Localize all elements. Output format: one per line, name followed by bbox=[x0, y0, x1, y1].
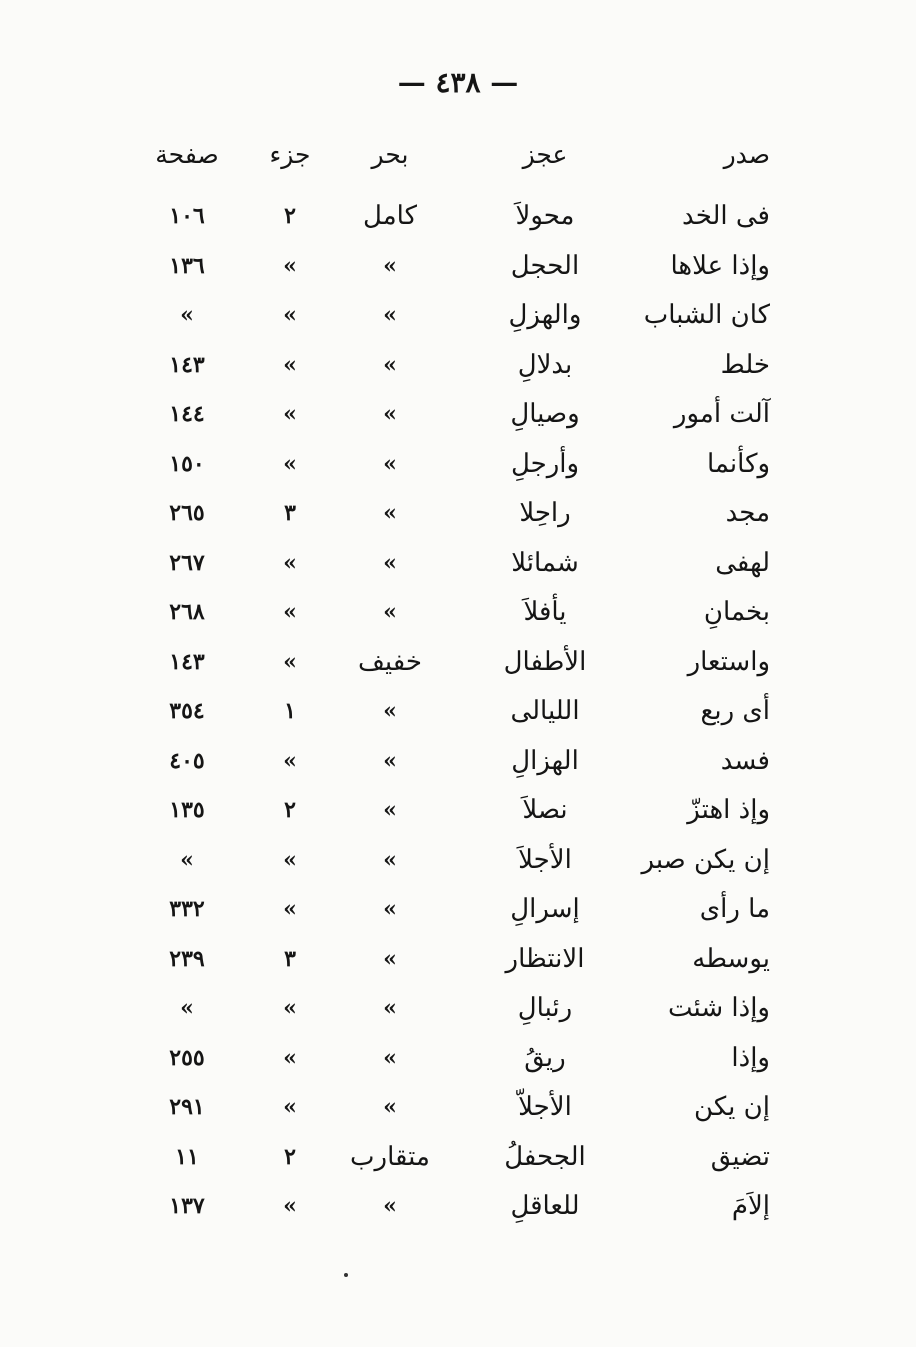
cell-page: ١٣٧ bbox=[169, 1193, 205, 1219]
cell-page: » bbox=[180, 846, 194, 873]
cell-bahr: » bbox=[383, 401, 397, 427]
cell-bahr: » bbox=[383, 351, 397, 378]
cell-sadr: ما رأى bbox=[699, 894, 770, 924]
cell-bahr: » bbox=[383, 450, 397, 477]
table-row bbox=[0, 1087, 916, 1137]
cell-sadr: أى ربع bbox=[700, 696, 770, 726]
cell-sadr: واستعار bbox=[687, 646, 770, 677]
table-row bbox=[0, 295, 916, 345]
cell-bahr: » bbox=[383, 698, 397, 724]
cell-page: ١٤٤ bbox=[169, 401, 205, 427]
cell-sadr: تضيق bbox=[710, 1141, 770, 1172]
cell-bahr: » bbox=[383, 1094, 397, 1120]
table-row bbox=[0, 345, 916, 395]
cell-bahr: » bbox=[383, 945, 397, 972]
table-row bbox=[0, 889, 916, 939]
cell-juz: ١ bbox=[284, 698, 296, 724]
print-speck bbox=[344, 1273, 348, 1277]
cell-sadr: يوسطه bbox=[692, 943, 770, 974]
cell-bahr: » bbox=[383, 846, 397, 873]
cell-ajz: نصلاَ bbox=[522, 795, 568, 825]
cell-ajz: الأجلاّ bbox=[518, 1092, 572, 1122]
cell-ajz: ريقُ bbox=[524, 1042, 566, 1073]
cell-sadr: وإذا bbox=[731, 1042, 770, 1073]
cell-ajz: وصيالِ bbox=[510, 399, 580, 429]
cell-juz: » bbox=[283, 1094, 297, 1120]
cell-sadr: إلاَمَ bbox=[731, 1191, 770, 1221]
verse-index-table bbox=[0, 196, 916, 1236]
cell-page: ١٣٦ bbox=[169, 252, 205, 279]
cell-bahr: متقارب bbox=[350, 1141, 430, 1172]
cell-juz: » bbox=[283, 747, 297, 774]
cell-ajz: الأطفال bbox=[503, 646, 587, 677]
cell-page: ١٣٥ bbox=[169, 797, 205, 823]
cell-page: » bbox=[180, 995, 194, 1021]
cell-juz: » bbox=[283, 252, 297, 279]
table-row bbox=[0, 444, 916, 494]
page-number: — ٤٣٨ — bbox=[397, 66, 519, 99]
table-row bbox=[0, 1038, 916, 1088]
cell-page: » bbox=[180, 302, 194, 328]
cell-bahr: خفيف bbox=[358, 646, 422, 677]
cell-page: ٤٠٥ bbox=[169, 747, 205, 774]
cell-sadr: وكأنما bbox=[706, 448, 770, 479]
cell-page: ٢٥٥ bbox=[169, 1044, 205, 1071]
cell-sadr: وإذا علاها bbox=[670, 250, 770, 281]
cell-bahr: » bbox=[383, 599, 397, 625]
cell-ajz: يأفلاَ bbox=[523, 597, 567, 627]
table-row bbox=[0, 790, 916, 840]
cell-juz: » bbox=[283, 648, 297, 675]
table-row bbox=[0, 493, 916, 543]
cell-juz: » bbox=[283, 846, 297, 873]
cell-ajz: بدلالِ bbox=[517, 349, 573, 380]
cell-page: ١٤٣ bbox=[169, 648, 205, 675]
cell-ajz: الليالى bbox=[510, 696, 580, 726]
cell-page: ٣٥٤ bbox=[169, 698, 205, 724]
cell-sadr: وإذ اهتزّ bbox=[687, 795, 770, 825]
cell-sadr: مجد bbox=[725, 498, 770, 528]
cell-sadr: خلط bbox=[720, 349, 770, 380]
cell-juz: ٢ bbox=[284, 797, 296, 823]
cell-sadr: فى الخد bbox=[682, 201, 770, 231]
cell-ajz: إسرالِ bbox=[510, 894, 580, 924]
cell-page: ١٠٦ bbox=[169, 203, 205, 229]
table-header bbox=[0, 140, 916, 180]
cell-sadr: آلت أمور bbox=[673, 399, 770, 429]
cell-bahr: » bbox=[383, 995, 397, 1021]
cell-juz: ٢ bbox=[284, 1143, 296, 1170]
cell-juz: » bbox=[283, 302, 297, 328]
cell-bahr: كامل bbox=[363, 201, 417, 231]
cell-ajz: الهزالِ bbox=[511, 745, 579, 776]
cell-ajz: محولاَ bbox=[515, 201, 575, 231]
header-bahr: بحر bbox=[371, 140, 409, 169]
cell-bahr: » bbox=[383, 797, 397, 823]
cell-page: ٢٦٧ bbox=[169, 549, 205, 576]
cell-sadr: وإذا شئت bbox=[667, 993, 770, 1023]
table-row bbox=[0, 543, 916, 593]
cell-bahr: » bbox=[383, 302, 397, 328]
cell-bahr: » bbox=[383, 252, 397, 279]
header-page: صفحة bbox=[155, 140, 219, 169]
cell-ajz: الأجلاَ bbox=[518, 844, 572, 875]
cell-page: ٢٣٩ bbox=[169, 945, 205, 972]
cell-juz: ٢ bbox=[284, 203, 296, 229]
cell-ajz: وأرجلِ bbox=[510, 448, 580, 479]
cell-juz: » bbox=[283, 599, 297, 625]
table-row bbox=[0, 246, 916, 296]
cell-sadr: لهفى bbox=[715, 547, 770, 578]
cell-page: ١١ bbox=[175, 1143, 199, 1170]
cell-page: ٢٦٥ bbox=[169, 500, 205, 526]
cell-bahr: » bbox=[383, 549, 397, 576]
cell-sadr: إن يكن صبر bbox=[641, 844, 770, 875]
cell-ajz: راحِلا bbox=[519, 498, 571, 528]
table-row bbox=[0, 1137, 916, 1187]
header-ajz: عجز bbox=[522, 140, 568, 169]
table-row bbox=[0, 1186, 916, 1236]
cell-juz: » bbox=[283, 549, 297, 576]
cell-juz: » bbox=[283, 450, 297, 477]
cell-ajz: الحجل bbox=[510, 250, 580, 281]
cell-bahr: » bbox=[383, 1044, 397, 1071]
cell-sadr: فسد bbox=[720, 745, 770, 776]
cell-juz: » bbox=[283, 896, 297, 922]
table-row bbox=[0, 592, 916, 642]
cell-bahr: » bbox=[383, 896, 397, 922]
cell-ajz: والهزلِ bbox=[508, 300, 582, 330]
cell-juz: » bbox=[283, 401, 297, 427]
cell-juz: » bbox=[283, 1044, 297, 1071]
table-row bbox=[0, 642, 916, 692]
cell-juz: ٣ bbox=[284, 945, 296, 972]
table-row bbox=[0, 691, 916, 741]
table-row bbox=[0, 196, 916, 246]
cell-bahr: » bbox=[383, 1193, 397, 1219]
cell-page: ١٥٠ bbox=[169, 450, 205, 477]
table-row bbox=[0, 394, 916, 444]
cell-ajz: رئبالِ bbox=[517, 993, 573, 1023]
cell-juz: » bbox=[283, 351, 297, 378]
cell-page: ١٤٣ bbox=[169, 351, 205, 378]
cell-sadr: بخمانِ bbox=[703, 597, 770, 627]
cell-ajz: الانتظار bbox=[505, 943, 585, 974]
table-row bbox=[0, 939, 916, 989]
cell-ajz: للعاقلِ bbox=[510, 1191, 580, 1221]
cell-ajz: شمائلا bbox=[511, 547, 579, 578]
cell-sadr: كان الشباب bbox=[643, 300, 770, 330]
cell-page: ٣٣٢ bbox=[169, 896, 205, 922]
table-row bbox=[0, 741, 916, 791]
cell-juz: ٣ bbox=[284, 500, 296, 526]
cell-bahr: » bbox=[383, 500, 397, 526]
table-row bbox=[0, 988, 916, 1038]
cell-page: ٢٦٨ bbox=[169, 599, 205, 625]
cell-juz: » bbox=[283, 995, 297, 1021]
cell-sadr: إن يكن bbox=[694, 1092, 770, 1122]
header-sadr: صدر bbox=[723, 140, 770, 169]
cell-juz: » bbox=[283, 1193, 297, 1219]
header-juz: جزء bbox=[269, 140, 311, 169]
cell-page: ٢٩١ bbox=[169, 1094, 205, 1120]
table-row bbox=[0, 840, 916, 890]
cell-ajz: الجحفلُ bbox=[504, 1141, 586, 1172]
cell-bahr: » bbox=[383, 747, 397, 774]
